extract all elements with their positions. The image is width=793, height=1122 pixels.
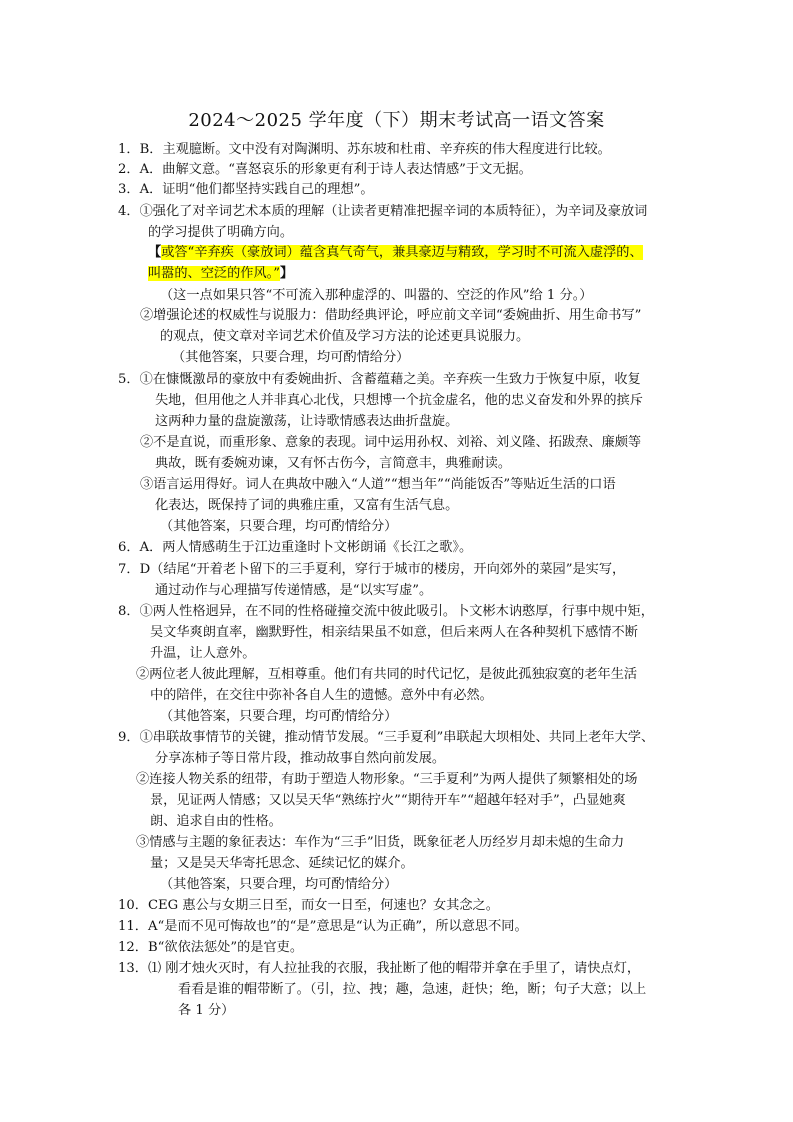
- highlight-text-2: 叫嚣的、空泛的作风。”: [148, 266, 281, 281]
- scoring-note-4: （这一点如果只答“不可流入那种虚浮的、叫嚣的、空泛的作风”给 1 分。）: [160, 288, 593, 303]
- highlighted-note-line-2: [148, 265, 293, 283]
- answer-4-point-2-line-2: 的观点，使文章对辛词艺术价值及学习方法的论述更具说服力。: [160, 329, 530, 344]
- answer-4-line-2: 的学习提供了明确方向。: [148, 225, 294, 240]
- answer-5-line-6: ③语言运用得好。词人在典故中融入“人道”“想当年”“尚能饭否”等贴近生活的口语: [140, 477, 616, 492]
- answer-13-line-3: 各 1 分）: [178, 1003, 235, 1018]
- answer-4-point-2-line-1: ②增强论述的权威性与说服力：借助经典评论，呼应前文辛词“委婉曲折、用生命书写”: [140, 308, 642, 323]
- answer-9-line-1: 9．①串联故事情节的关键，推动情节发展。“三手夏利”串联起大坝相处、共同上老年大学、: [118, 730, 655, 745]
- answer-9-line-2: 分享冻柿子等日常片段，推动故事自然向前发展。: [155, 751, 446, 766]
- answer-8-line-1: 8．①两人性格迥异，在不同的性格碰撞交流中彼此吸引。卜文彬木讷憨厚，行事中规中矩，: [118, 604, 654, 619]
- answer-11: 11．A“是而不见可悔故也”的“是”意思是“认为正确”，所以意思不同。: [118, 919, 528, 934]
- answer-2: 2．A．曲解文意。“喜怒哀乐的形象更有利于诗人表达情感”于文无据。: [118, 162, 532, 177]
- answer-8-line-5: 中的陪伴，在交往中弥补各自人生的遗憾。意外中有必然。: [150, 688, 493, 703]
- answer-5-line-1: 5．①在慷慨激昂的豪放中有委婉曲折、含蓄蕴藉之美。辛弃疾一生致力于恢复中原，收复: [118, 372, 641, 387]
- answer-12: 12．B“欲依法惩处”的是官吏。: [118, 940, 304, 955]
- answer-8-line-4: ②两位老人彼此理解，互相尊重。他们有共同的时代记忆，是彼此孤独寂寞的老年生活: [136, 667, 638, 682]
- answer-3: 3．A．证明“他们都坚持实践自己的理想”。: [118, 182, 374, 197]
- scoring-note-9: （其他答案，只要合理，均可酌情给分）: [160, 877, 398, 892]
- page-title: 2024～2025 学年度（下）期末考试高一语文答案: [188, 110, 605, 131]
- scoring-note-8: （其他答案，只要合理，均可酌情给分）: [160, 709, 398, 724]
- answer-5-line-2: 失地，但用他之人并非真心北伐，只想博一个抗金虚名，他的忠义奋发和外界的摈斥: [155, 393, 643, 408]
- answer-1: 1．B．主观臆断。文中没有对陶渊明、苏东坡和杜甫、辛弃疾的伟大程度进行比较。: [118, 142, 611, 157]
- answer-13-line-2: 看看是谁的帽带断了。（引，拉、拽；趣，急速，赶快；绝，断；句子大意；以上: [178, 982, 647, 997]
- bracket-open: 【: [148, 245, 162, 260]
- answer-9-line-6: ③情感与主题的象征表达：车作为“三手”旧货，既象征老人历经岁月却未熄的生命力: [136, 835, 625, 850]
- answer-5-line-7: 化表达，既保持了词的典雅庄重，又富有生活气息。: [155, 498, 459, 513]
- scoring-note-4b: （其他答案，只要合理，均可酌情给分）: [172, 350, 410, 365]
- answer-8-line-3: 升温，让人意外。: [150, 646, 256, 661]
- answer-7-line-2: 通过动作与心理描写传递情感，是“以实写虚”。: [155, 583, 433, 598]
- answer-9-line-7: 量；又是吴天华寄托思念、延续记忆的媒介。: [150, 856, 414, 871]
- answer-5-line-4: ②不是直说，而重形象、意象的表现。词中运用孙权、刘裕、刘义隆、拓跋焘、廉颇等: [140, 435, 642, 450]
- answer-4-line-1: 4．①强化了对辛词艺术本质的理解（让读者更精准把握辛词的本质特征），为辛词及豪放词: [118, 204, 648, 219]
- answer-5-line-5: 典故，既有委婉劝谏，又有怀古伤今，言简意丰，典雅耐读。: [155, 456, 512, 471]
- answer-5-line-3: 这两种力量的盘旋激荡，让诗歌情感表达曲折盘旋。: [155, 414, 459, 429]
- answer-8-line-2: 吴文华爽朗直率，幽默野性，相亲结果虽不如意，但后来两人在各种契机下感情不断: [150, 625, 638, 640]
- highlight-text-1: 或答“辛弃疾（豪放词）蕴含真气奇气，兼具豪迈与精致，学习时不可流入虚浮的、: [161, 245, 643, 260]
- bracket-close: 】: [280, 266, 294, 281]
- answer-9-line-4: 景，见证两人情感；又以吴天华“熟练拧火”“期待开车”“超越年轻对手”，凸显她爽: [150, 793, 626, 808]
- answer-6: 6．A．两人情感萌生于江边重逢时卜文彬朗诵《长江之歌》。: [118, 540, 473, 555]
- answer-10: 10．CEG 惠公与女期三日至，而女一日至，何速也？女其念之。: [118, 898, 499, 913]
- answer-7-line-1: 7．D（结尾“开着老卜留下的三手夏利，穿行于城市的楼房，开向郊外的菜园”是实写，: [118, 562, 626, 577]
- answer-13-line-1: 13．⑴ 刚才烛火灭时，有人拉扯我的衣服，我扯断了他的帽带并拿在手里了，请快点灯，: [118, 961, 641, 976]
- scoring-note-5: （其他答案，只要合理，均可酌情给分）: [160, 519, 398, 534]
- answer-9-line-5: 朗、追求自由的性格。: [150, 814, 282, 829]
- highlighted-note-line-1: [148, 244, 643, 262]
- answer-9-line-3: ②连接人物关系的纽带，有助于塑造人物形象。“三手夏利”为两人提供了频繁相处的场: [136, 772, 638, 787]
